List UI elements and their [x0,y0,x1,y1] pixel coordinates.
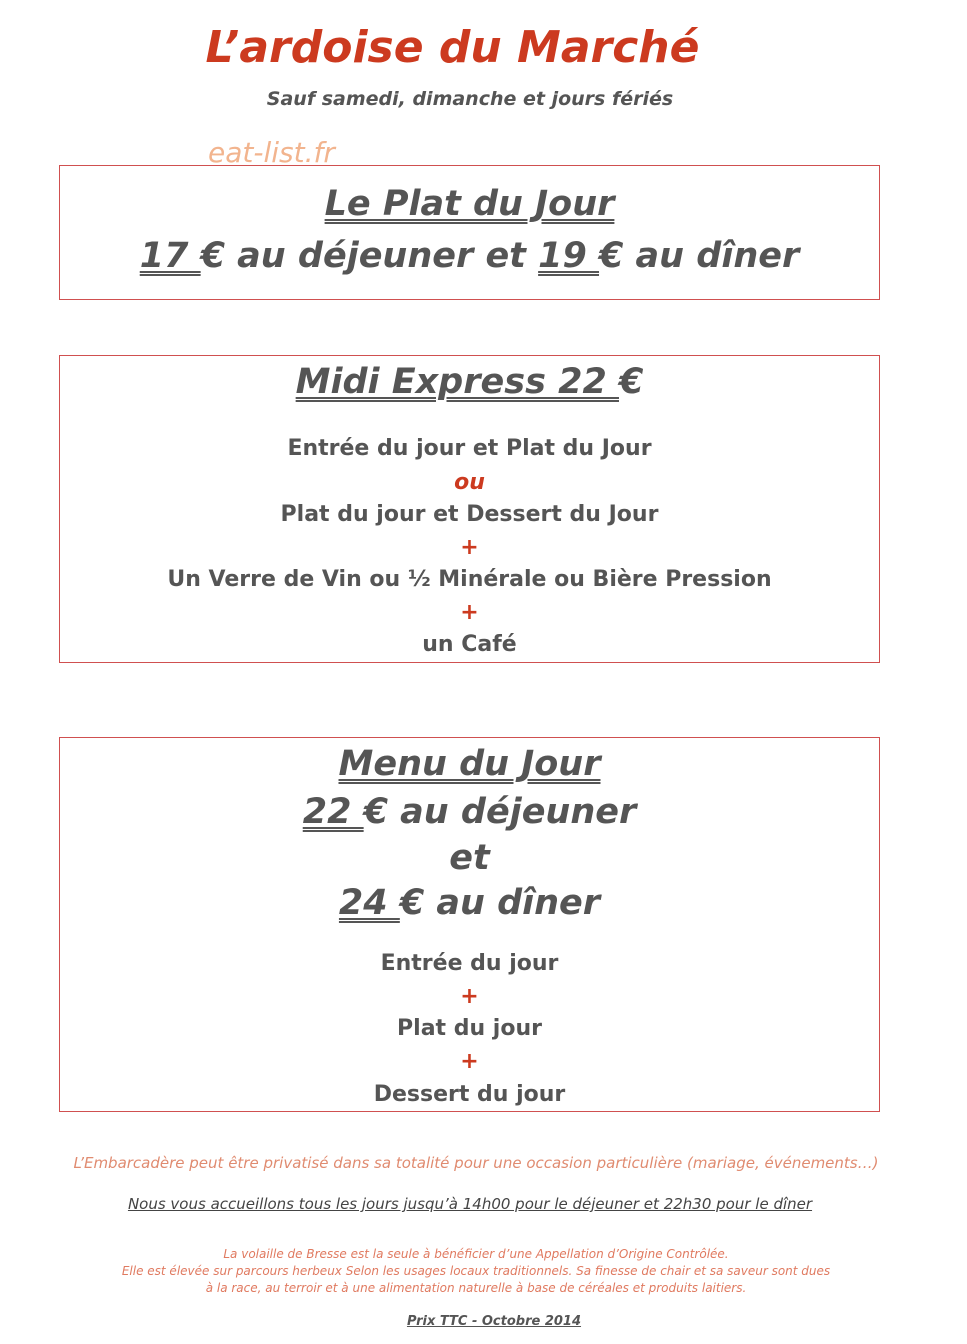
plat-du-jour-heading: Le Plat du Jour [324,184,615,224]
plat-du-jour-prices [59,236,880,276]
bresse-line-2: Elle est élevée sur parcours herbeux Selon les usages locaux traditionnels. Sa finesse de chair et sa saveur sont dues [121,1264,831,1278]
bresse-line-1: La volaille de Bresse est la seule à bénéficier d’une Appellation d’Origine Contrôlée. [223,1247,729,1261]
midi-express-coffee: un Café [422,632,517,657]
menu-du-jour-plus-2: + [460,1049,479,1074]
menu-du-jour-course-2: Plat du jour [397,1016,542,1041]
plat-du-jour-lunch-price: 17 [139,236,201,276]
midi-express-option-2: Plat du jour et Dessert du Jour [280,502,659,527]
page-title: L’ardoise du Marché [205,22,700,73]
menu-du-jour-and: et [449,838,490,878]
plat-du-jour-lunch-label: € au déjeuner et [200,236,539,276]
watermark: eat-list.fr [208,136,335,169]
midi-express-drink: Un Verre de Vin ou ½ Minérale ou Bière Pression [167,567,772,592]
menu-du-jour-dinner-price: 24 € au dîner [338,883,601,923]
opening-hours: Nous vous accueillons tous les jours jusqu’à 14h00 pour le déjeuner et 22h30 pour le dîner [127,1195,813,1213]
privatisation-note: L’Embarcadère peut être privatisé dans sa totalité pour une occasion particulière (mariage, événements…) [73,1154,879,1172]
menu-du-jour-course-1: Entrée du jour [380,951,559,976]
midi-express-plus-1: + [460,535,479,560]
midi-express-or: ou [454,470,485,495]
menu-du-jour-plus-1: + [460,984,479,1009]
midi-express-option-1: Entrée du jour et Plat du Jour [287,436,652,461]
page-subtitle: Sauf samedi, dimanche et jours fériés [266,88,674,110]
midi-express-plus-2: + [460,600,479,625]
menu-du-jour-heading: Menu du Jour [338,744,601,784]
bresse-line-3: à la race, au terroir et à une alimentation naturelle à base de céréales et produits laitiers. [205,1281,747,1295]
plat-du-jour-dinner-price: 19 [538,236,600,276]
menu-du-jour-course-3: Dessert du jour [373,1082,566,1107]
plat-du-jour-dinner-label: € au dîner [599,236,800,276]
price-note: Prix TTC - Octobre 2014 [406,1314,582,1329]
bresse-note [0,1246,952,1297]
menu-du-jour-lunch-price: 22 € au déjeuner [302,792,637,832]
midi-express-heading: Midi Express 22 € [295,362,644,402]
